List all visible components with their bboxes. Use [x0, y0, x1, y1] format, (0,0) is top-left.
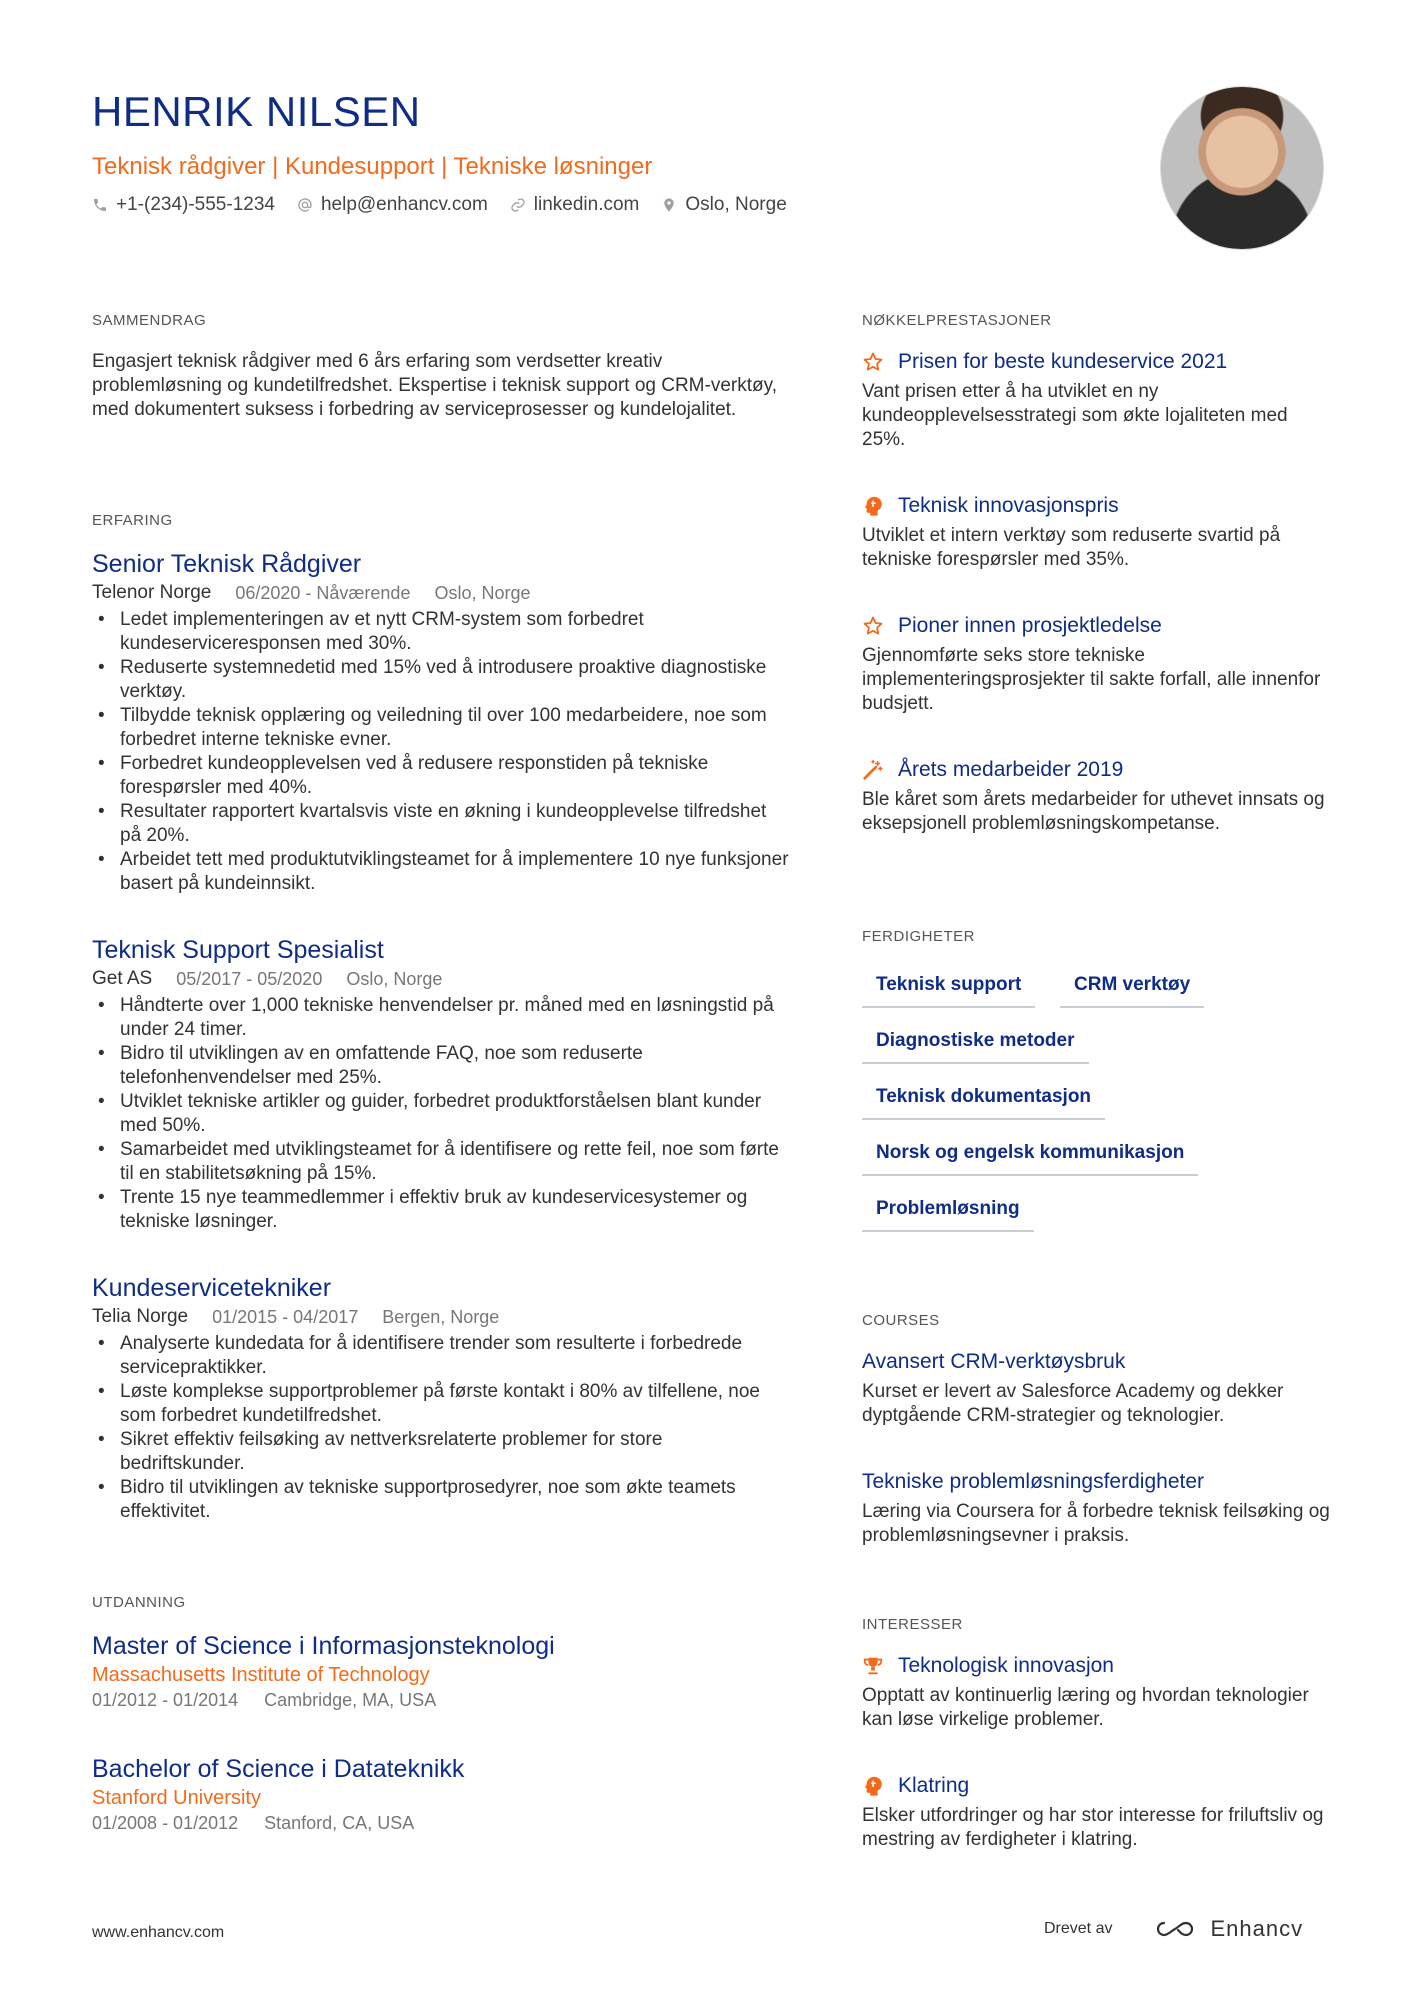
course-text: Kurset er levert av Salesforce Academy og dekker dyptgående CRM-strategier og teknologier.	[862, 1381, 1284, 1426]
skill-tag: CRM verktøy	[1060, 972, 1204, 1008]
achievement-item	[862, 612, 1332, 716]
job-bullet: • Arbeidet tett med produktutviklingsteamet for å implementere 10 nye funksjoner basert på kundeinnsikt.	[92, 848, 792, 896]
course-item	[862, 1348, 1332, 1428]
job-dates: 01/2015 - 04/2017	[212, 1307, 359, 1327]
courses-heading: COURSES	[862, 1312, 940, 1329]
achievement-text: Ble kåret som årets medarbeider for uthevet innsats og eksepsjonell problemløsningskompetanse.	[862, 789, 1325, 834]
skill-tag: Diagnostiske metoder	[862, 1028, 1089, 1064]
contact-location	[661, 192, 786, 218]
job-bullet: • Løste komplekse supportproblemer på første kontakt i 80% av tilfellene, noe som forbedret kundetilfredshet.	[92, 1380, 792, 1428]
achievement-head	[862, 612, 1332, 640]
job-bullet: • Håndterte over 1,000 tekniske henvendelser pr. måned med en løsningstid på under 24 timer.	[92, 994, 792, 1042]
job-bullets	[92, 608, 792, 896]
job-entry	[92, 934, 792, 1234]
interest-title: Klatring	[898, 1774, 970, 1797]
contact-linkedin[interactable]	[510, 192, 640, 218]
course-text: Læring via Coursera for å forbedre teknisk feilsøking og problemløsningsevner i praksis.	[862, 1501, 1330, 1546]
edu-degree: Bachelor of Science i Datateknikk	[92, 1755, 465, 1783]
trophy-icon	[862, 1655, 884, 1677]
edu-school: Stanford University	[92, 1787, 261, 1809]
job-bullet: • Resultater rapportert kvartalsvis viste en økning i kundeopplevelse tilfredshet på 20%.	[92, 800, 792, 848]
edu-meta	[92, 1688, 792, 1712]
interest-item	[862, 1652, 1332, 1732]
job-entry	[92, 1272, 792, 1524]
edu-dates: 01/2012 - 01/2014	[92, 1690, 239, 1710]
interest-head	[862, 1772, 1332, 1800]
job-bullets	[92, 1332, 792, 1524]
powered-by-label: Drevet av	[1044, 1920, 1113, 1937]
edu-location: Stanford, CA, USA	[264, 1813, 415, 1833]
interests-heading: INTERESSER	[862, 1616, 963, 1633]
interest-item	[862, 1772, 1332, 1852]
job-bullets	[92, 994, 792, 1234]
job-entry	[92, 548, 792, 896]
brand-name: Enhancv	[1210, 1916, 1304, 1941]
job-company: Get AS	[92, 968, 153, 989]
profile-photo	[1160, 86, 1324, 250]
contact-email[interactable]	[297, 192, 488, 218]
phone-icon	[92, 197, 108, 213]
summary-heading: SAMMENDRAG	[92, 312, 207, 329]
course-title: Tekniske problemløsningsferdigheter	[862, 1470, 1204, 1493]
job-bullet: • Reduserte systemnedetid med 15% ved å introdusere proaktive diagnostiske verktøy.	[92, 656, 792, 704]
location-pin-icon	[661, 197, 677, 213]
course-item	[862, 1468, 1332, 1548]
edu-meta	[92, 1811, 792, 1835]
linkedin-text: linkedin.com	[533, 194, 640, 215]
education-entry	[92, 1630, 792, 1712]
job-bullet: • Sikret effektiv feilsøking av nettverksrelaterte problemer for store bedriftskunder.	[92, 1428, 792, 1476]
skill-tag: Teknisk support	[862, 972, 1035, 1008]
job-dates: 05/2017 - 05/2020	[176, 969, 323, 989]
location-text: Oslo, Norge	[685, 194, 787, 215]
contact-phone[interactable]	[92, 192, 275, 218]
edu-dates: 01/2008 - 01/2012	[92, 1813, 239, 1833]
job-bullet: • Analyserte kundedata for å identifisere trender som resulterte i forbedrede servicepraktikker.	[92, 1332, 792, 1380]
job-bullet: • Bidro til utviklingen av en omfattende FAQ, noe som reduserte telefonhenvendelser med 25%.	[92, 1042, 792, 1090]
job-bullet: • Trente 15 nye teammedlemmer i effektiv bruk av kundeservicesystemer og tekniske løsninger.	[92, 1186, 792, 1234]
skills-heading: FERDIGHETER	[862, 928, 976, 945]
achievement-head	[862, 348, 1332, 376]
job-company: Telia Norge	[92, 1306, 189, 1327]
phone-text: +1-(234)-555-1234	[116, 194, 275, 215]
job-bullet: • Bidro til utviklingen av tekniske supportprosedyrer, noe som økte teamets effektivitet.	[92, 1476, 792, 1524]
interest-head	[862, 1652, 1332, 1680]
star-icon	[862, 351, 884, 373]
achievement-title: Teknisk innovasjonspris	[898, 494, 1119, 517]
skill-tag: Teknisk dokumentasjon	[862, 1084, 1105, 1120]
education-heading: UTDANNING	[92, 1594, 186, 1611]
job-dates: 06/2020 - Nåværende	[235, 583, 411, 603]
edu-school: Massachusetts Institute of Technology	[92, 1664, 430, 1686]
job-location: Oslo, Norge	[346, 969, 443, 989]
at-icon	[297, 197, 313, 213]
candidate-name: HENRIK NILSEN	[92, 88, 421, 135]
job-bullet: • Forbedret kundeopplevelsen ved å redusere responstiden på tekniske forespørsler med 40%.	[92, 752, 792, 800]
achievement-title: Årets medarbeider 2019	[898, 758, 1124, 781]
edu-location: Cambridge, MA, USA	[264, 1690, 437, 1710]
brain-icon	[862, 1775, 884, 1797]
course-title: Avansert CRM-verktøysbruk	[862, 1350, 1126, 1373]
achievement-head	[862, 492, 1332, 520]
job-meta	[92, 580, 792, 606]
footer-powered-by	[1044, 1916, 1303, 1942]
job-location: Bergen, Norge	[382, 1307, 500, 1327]
brain-icon	[862, 495, 884, 517]
job-bullet: • Tilbydde teknisk opplæring og veiledning til over 100 medarbeidere, noe som forbedret interne tekniske evner.	[92, 704, 792, 752]
achievement-text: Vant prisen etter å ha utviklet en ny kundeopplevelsesstrategi som økte lojaliteten med 25%.	[862, 381, 1288, 450]
edu-degree: Master of Science i Informasjonsteknologi	[92, 1632, 555, 1660]
job-meta	[92, 966, 792, 992]
footer-website[interactable]: www.enhancv.com	[92, 1924, 225, 1941]
achievement-text: Utviklet et intern verktøy som reduserte svartid på tekniske forespørsler med 35%.	[862, 525, 1281, 570]
achievement-head	[862, 756, 1332, 784]
job-meta	[92, 1304, 792, 1330]
job-company: Telenor Norge	[92, 582, 212, 603]
magic-wand-icon	[862, 759, 884, 781]
email-text: help@enhancv.com	[320, 194, 488, 215]
achievement-item	[862, 492, 1332, 572]
job-title: Senior Teknisk Rådgiver	[92, 550, 362, 578]
job-bullet: • Utviklet tekniske artikler og guider, forbedret produktforståelsen blant kunder med 50%.	[92, 1090, 792, 1138]
skill-tag: Norsk og engelsk kommunikasjon	[862, 1140, 1198, 1176]
achievement-title: Pioner innen prosjektledelse	[898, 614, 1162, 637]
interest-title: Teknologisk innovasjon	[898, 1654, 1114, 1677]
enhancv-logo[interactable]	[1152, 1916, 1303, 1942]
job-bullet: • Samarbeidet med utviklingsteamet for å identifisere og rette feil, noe som førte til en stabilitetsøkning på 15%.	[92, 1138, 792, 1186]
interest-text: Opptatt av kontinuerlig læring og hvordan teknologier kan løse virkelige problemer.	[862, 1685, 1309, 1730]
contact-row	[92, 192, 1092, 218]
achievements-heading: NØKKELPRESTASJONER	[862, 312, 1052, 329]
resume-header	[92, 86, 1092, 218]
summary-text: Engasjert teknisk rådgiver med 6 års erfaring som verdsetter kreativ problemløsning og kundetilfredshet. Ekspertise i teknisk support og CRM-verktøy, med dokumentert suksess i forbedring av serviceprosesser og kundelojalitet.	[92, 351, 777, 420]
job-bullet: • Ledet implementeringen av et nytt CRM-system som forbedret kundeserviceresponsen med 30%.	[92, 608, 792, 656]
interest-text: Elsker utfordringer og har stor interesse for friluftsliv og mestring av ferdigheter i klatring.	[862, 1805, 1324, 1850]
achievement-item	[862, 756, 1332, 836]
candidate-title: Teknisk rådgiver | Kundesupport | Tekniske løsninger	[92, 153, 653, 180]
infinity-logo-icon	[1152, 1917, 1198, 1941]
job-location: Oslo, Norge	[434, 583, 531, 603]
achievement-item	[862, 348, 1332, 452]
job-title: Teknisk Support Spesialist	[92, 936, 384, 964]
achievement-text: Gjennomførte seks store tekniske implementeringsprosjekter til sakte forfall, alle innenfor budsjett.	[862, 645, 1321, 714]
experience-heading: ERFARING	[92, 512, 173, 529]
skill-tag: Problemløsning	[862, 1196, 1034, 1232]
star-icon	[862, 615, 884, 637]
education-entry	[92, 1753, 792, 1835]
achievement-title: Prisen for beste kundeservice 2021	[898, 350, 1228, 373]
job-title: Kundeservicetekniker	[92, 1274, 332, 1302]
link-icon	[510, 197, 526, 213]
